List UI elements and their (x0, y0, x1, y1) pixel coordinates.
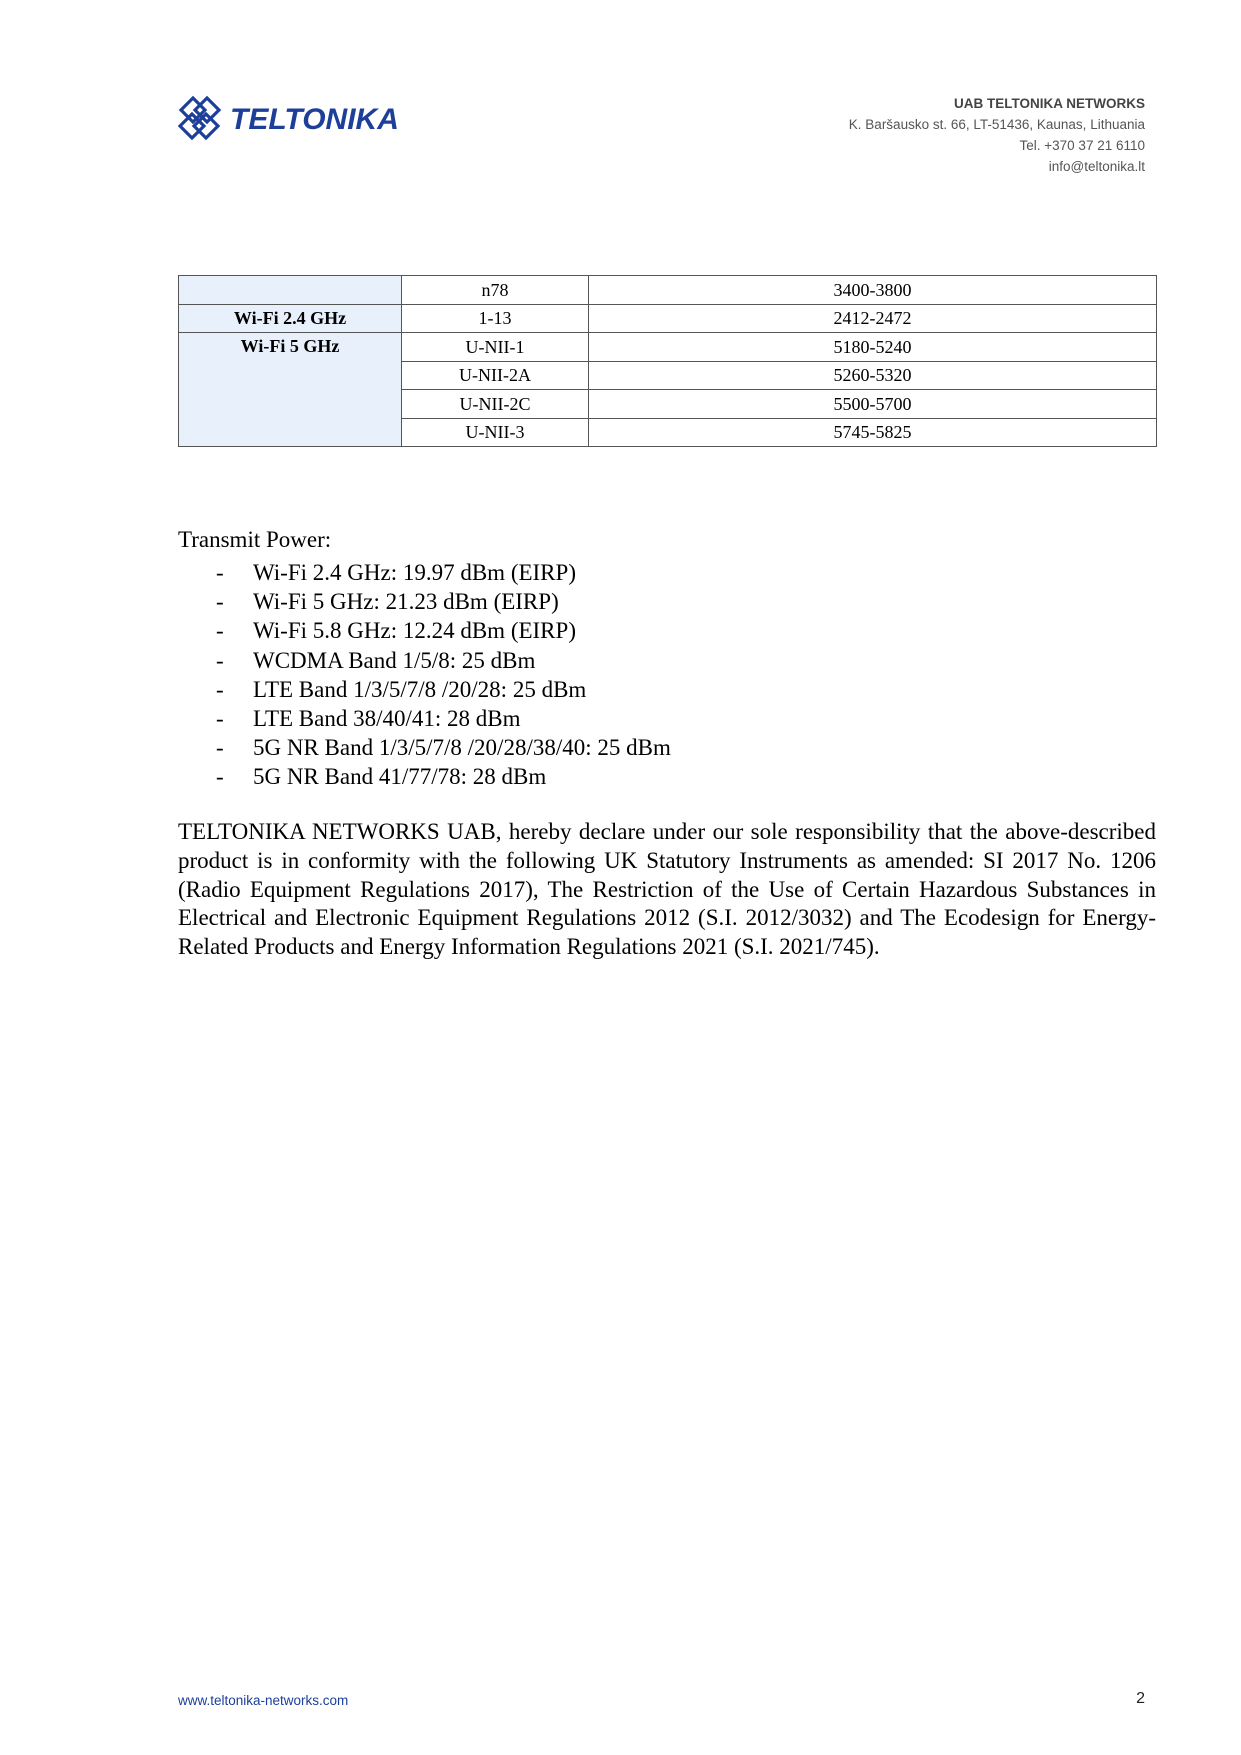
table-cell-band: n78 (402, 276, 589, 305)
company-name: UAB TELTONIKA NETWORKS (954, 96, 1145, 111)
list-item: - Wi-Fi 2.4 GHz: 19.97 dBm (EIRP) (178, 558, 671, 587)
table-cell-frequency: 2412-2472 (589, 304, 1157, 333)
table-cell-technology: Wi-Fi 2.4 GHz (179, 304, 402, 333)
table-cell-band: U-NII-1 (402, 333, 589, 362)
transmit-power-title: Transmit Power: (178, 527, 332, 552)
list-item: - LTE Band 38/40/41: 28 dBm (178, 704, 671, 733)
table-cell-band: U-NII-3 (402, 418, 589, 447)
table-cell-frequency: 3400-3800 (589, 276, 1157, 305)
table-cell-technology (179, 276, 402, 305)
table-cell-band: U-NII-2C (402, 390, 589, 419)
table-row (179, 276, 1157, 305)
table-cell-technology: Wi-Fi 5 GHz (179, 333, 402, 447)
table-cell-frequency: 5260-5320 (589, 361, 1157, 390)
table-row (179, 304, 1157, 333)
table-cell-frequency: 5180-5240 (589, 333, 1157, 362)
logo-text: TELTONIKA (230, 103, 399, 136)
list-item: - 5G NR Band 1/3/5/7/8 /20/28/38/40: 25 dBm (178, 733, 671, 762)
list-item: - Wi-Fi 5 GHz: 21.23 dBm (EIRP) (178, 587, 671, 616)
teltonika-logo-icon (178, 94, 426, 142)
teltonika-logo (178, 94, 426, 142)
company-address: K. Baršausko st. 66, LT-51436, Kaunas, Lithuania (848, 117, 1145, 132)
page-number: 2 (1136, 1690, 1145, 1707)
footer-website-link[interactable]: www.teltonika-networks.com (178, 1693, 349, 1708)
declaration-paragraph: TELTONIKA NETWORKS UAB, hereby declare under our sole responsibility that the above-described product is in conformity with the following UK Statutory Instruments as amended: SI 2017 No. 1206 (Radio Equipment Regulations 2017), The Restriction of the Use of Certain Hazardous Substances in Electrical and Electronic Equipment Regulations 2012 (S.I. 2012/3032) and The Ecodesign for Energy-Related Products and Energy Information Regulations 2021 (S.I. 2021/745). (178, 819, 1156, 960)
table-row (179, 333, 1157, 362)
list-item: - WCDMA Band 1/5/8: 25 dBm (178, 646, 671, 675)
transmit-power-list (178, 558, 671, 792)
list-item: - LTE Band 1/3/5/7/8 /20/28: 25 dBm (178, 675, 671, 704)
list-item: - 5G NR Band 41/77/78: 28 dBm (178, 762, 671, 791)
table-cell-band: 1-13 (402, 304, 589, 333)
company-phone: Tel. +370 37 21 6110 (1019, 138, 1145, 153)
frequency-bands-table (178, 275, 1157, 447)
company-info (849, 93, 1145, 177)
list-item: - Wi-Fi 5.8 GHz: 12.24 dBm (EIRP) (178, 616, 671, 645)
table-cell-frequency: 5500-5700 (589, 390, 1157, 419)
table-cell-frequency: 5745-5825 (589, 418, 1157, 447)
table-cell-band: U-NII-2A (402, 361, 589, 390)
company-email: info@teltonika.lt (1048, 159, 1145, 174)
